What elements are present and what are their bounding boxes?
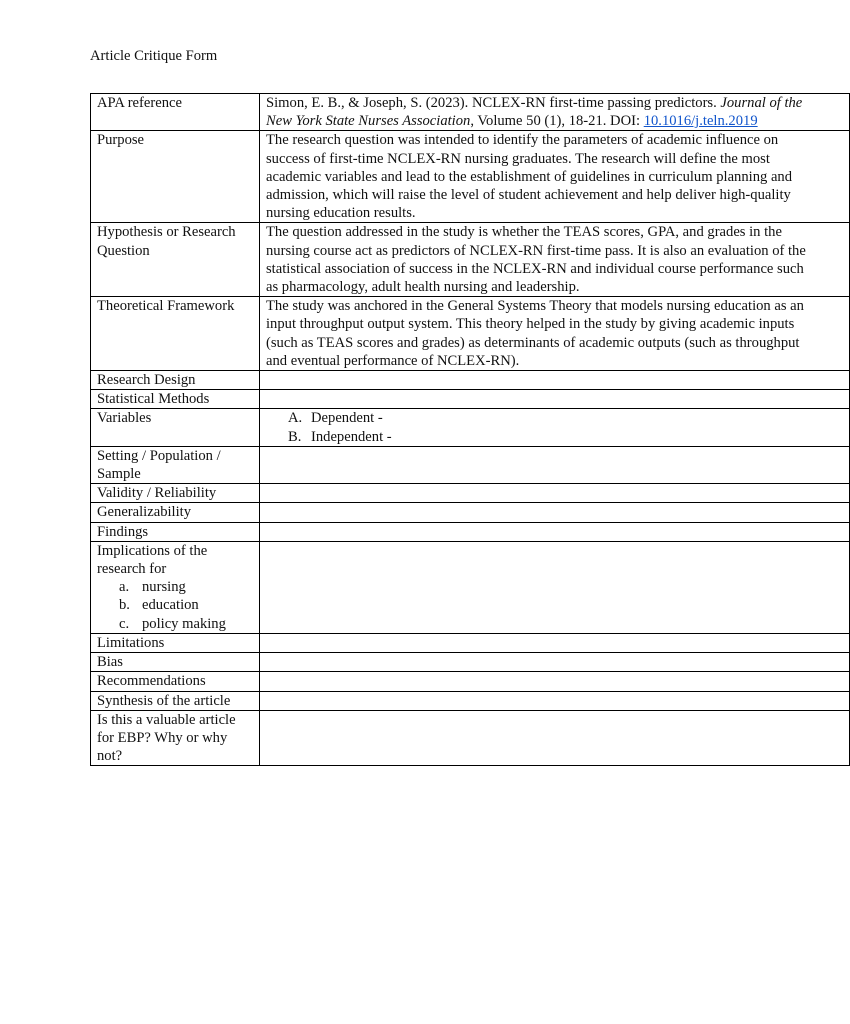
- doi-link[interactable]: 10.1016/j.teln.2019: [643, 113, 758, 130]
- list-marker: B.: [288, 428, 302, 445]
- list-item: [97, 578, 259, 596]
- framework-label: Theoretical Framework: [91, 297, 260, 371]
- row-variables: [91, 409, 850, 446]
- implication-policy: policy making: [142, 615, 226, 632]
- hypothesis-label: [91, 223, 260, 297]
- bias-cell[interactable]: [260, 653, 850, 672]
- purpose-line: The research question was intended to identify the parameters of academic influence on: [266, 132, 779, 149]
- variables-list: [266, 409, 849, 445]
- purpose-line: academic variables and lead to the establishment of guidelines in curriculum planning and: [266, 168, 793, 185]
- apa-journal-part2: New York State Nurses Association: [266, 113, 471, 130]
- apa-reference-cell[interactable]: [260, 94, 850, 131]
- row-synthesis: [91, 691, 850, 710]
- critique-table: [90, 93, 850, 766]
- list-marker: a.: [119, 579, 130, 596]
- statistical-methods-label: Statistical Methods: [91, 390, 260, 409]
- framework-line: and eventual performance of NCLEX-RN).: [266, 352, 520, 369]
- purpose-line: admission, which will raise the level of student achievement and help deliver high-quality: [266, 187, 791, 204]
- ebp-cell[interactable]: [260, 710, 850, 766]
- critique-table-container: [90, 93, 806, 766]
- list-item: [97, 615, 259, 633]
- dependent-variable-label: Dependent -: [311, 410, 383, 427]
- purpose-label: Purpose: [91, 131, 260, 223]
- row-findings: [91, 522, 850, 541]
- row-statistical-methods: [91, 390, 850, 409]
- setting-label-line: Sample: [97, 466, 141, 483]
- statistical-methods-cell[interactable]: [260, 390, 850, 409]
- list-marker: b.: [119, 597, 130, 614]
- document-title: Article Critique Form: [90, 48, 218, 64]
- variables-label: Variables: [91, 409, 260, 446]
- hypothesis-line: statistical association of success in the NCLEX-RN and individual course performance such: [266, 260, 804, 277]
- implication-nursing: nursing: [142, 579, 186, 596]
- variables-cell[interactable]: [260, 409, 850, 446]
- apa-journal-part1: Journal of the: [720, 95, 803, 111]
- research-design-cell[interactable]: [260, 371, 850, 390]
- validity-cell[interactable]: [260, 484, 850, 503]
- findings-label: Findings: [91, 522, 260, 541]
- generalizability-label: Generalizability: [91, 503, 260, 522]
- hypothesis-label-line: Hypothesis or Research: [97, 224, 236, 241]
- implications-cell[interactable]: [260, 541, 850, 633]
- row-ebp: [91, 710, 850, 766]
- list-item: [97, 596, 259, 614]
- row-apa-reference: [91, 94, 850, 131]
- research-design-label: Research Design: [91, 371, 260, 390]
- setting-label: [91, 446, 260, 483]
- implications-label-line: research for: [97, 561, 167, 578]
- ebp-label: [91, 710, 260, 766]
- validity-label: Validity / Reliability: [91, 484, 260, 503]
- generalizability-cell[interactable]: [260, 503, 850, 522]
- framework-cell[interactable]: [260, 297, 850, 371]
- purpose-line: nursing education results.: [266, 205, 416, 222]
- framework-line: input throughput output system. This theory helped in the study by giving academic inputs: [266, 316, 795, 333]
- hypothesis-label-line: Question: [97, 242, 150, 259]
- row-bias: [91, 653, 850, 672]
- list-marker: A.: [288, 410, 303, 427]
- framework-line: (such as TEAS scores and grades) as determinants of academic outputs (such as throughput: [266, 334, 800, 351]
- purpose-cell[interactable]: [260, 131, 850, 223]
- row-theoretical-framework: [91, 297, 850, 371]
- row-limitations: [91, 633, 850, 652]
- row-validity: [91, 484, 850, 503]
- row-research-design: [91, 371, 850, 390]
- row-hypothesis: [91, 223, 850, 297]
- list-marker: c.: [119, 615, 130, 632]
- row-purpose: [91, 131, 850, 223]
- row-generalizability: [91, 503, 850, 522]
- implications-list: [97, 578, 259, 633]
- implications-label-line: Implications of the: [97, 542, 208, 559]
- limitations-label: Limitations: [91, 633, 260, 652]
- list-item: [266, 428, 849, 446]
- apa-reference-label: APA reference: [91, 94, 260, 131]
- recommendations-label: Recommendations: [91, 672, 260, 691]
- apa-reference-text: Simon, E. B., & Joseph, S. (2023). NCLEX-RN first-time passing predictors.: [266, 95, 721, 111]
- framework-line: The study was anchored in the General Systems Theory that models nursing education as an: [266, 298, 804, 315]
- findings-cell[interactable]: [260, 522, 850, 541]
- synthesis-cell[interactable]: [260, 691, 850, 710]
- row-implications: [91, 541, 850, 633]
- hypothesis-line: nursing course act as predictors of NCLEX-RN first-time pass. It is also an evaluation of the: [266, 242, 806, 259]
- synthesis-label: Synthesis of the article: [91, 691, 260, 710]
- setting-label-line: Setting / Population /: [97, 447, 221, 464]
- hypothesis-cell[interactable]: [260, 223, 850, 297]
- bias-label: Bias: [91, 653, 260, 672]
- setting-cell[interactable]: [260, 446, 850, 483]
- implication-education: education: [142, 597, 199, 614]
- purpose-line: success of first-time NCLEX-RN nursing graduates. The research will define the most: [266, 150, 770, 167]
- limitations-cell[interactable]: [260, 633, 850, 652]
- hypothesis-line: as pharmacology, adult health nursing and leadership.: [266, 279, 580, 296]
- ebp-label-line: for EBP? Why or why: [97, 729, 228, 746]
- list-item: [266, 409, 849, 427]
- independent-variable-label: Independent -: [311, 428, 392, 445]
- ebp-label-line: not?: [97, 748, 123, 765]
- recommendations-cell[interactable]: [260, 672, 850, 691]
- ebp-label-line: Is this a valuable article: [97, 711, 236, 728]
- implications-label: [91, 541, 260, 633]
- row-recommendations: [91, 672, 850, 691]
- apa-volume-text: , Volume 50 (1), 18-21. DOI:: [470, 113, 644, 130]
- row-setting: [91, 446, 850, 483]
- hypothesis-line: The question addressed in the study is whether the TEAS scores, GPA, and grades in the: [266, 224, 782, 241]
